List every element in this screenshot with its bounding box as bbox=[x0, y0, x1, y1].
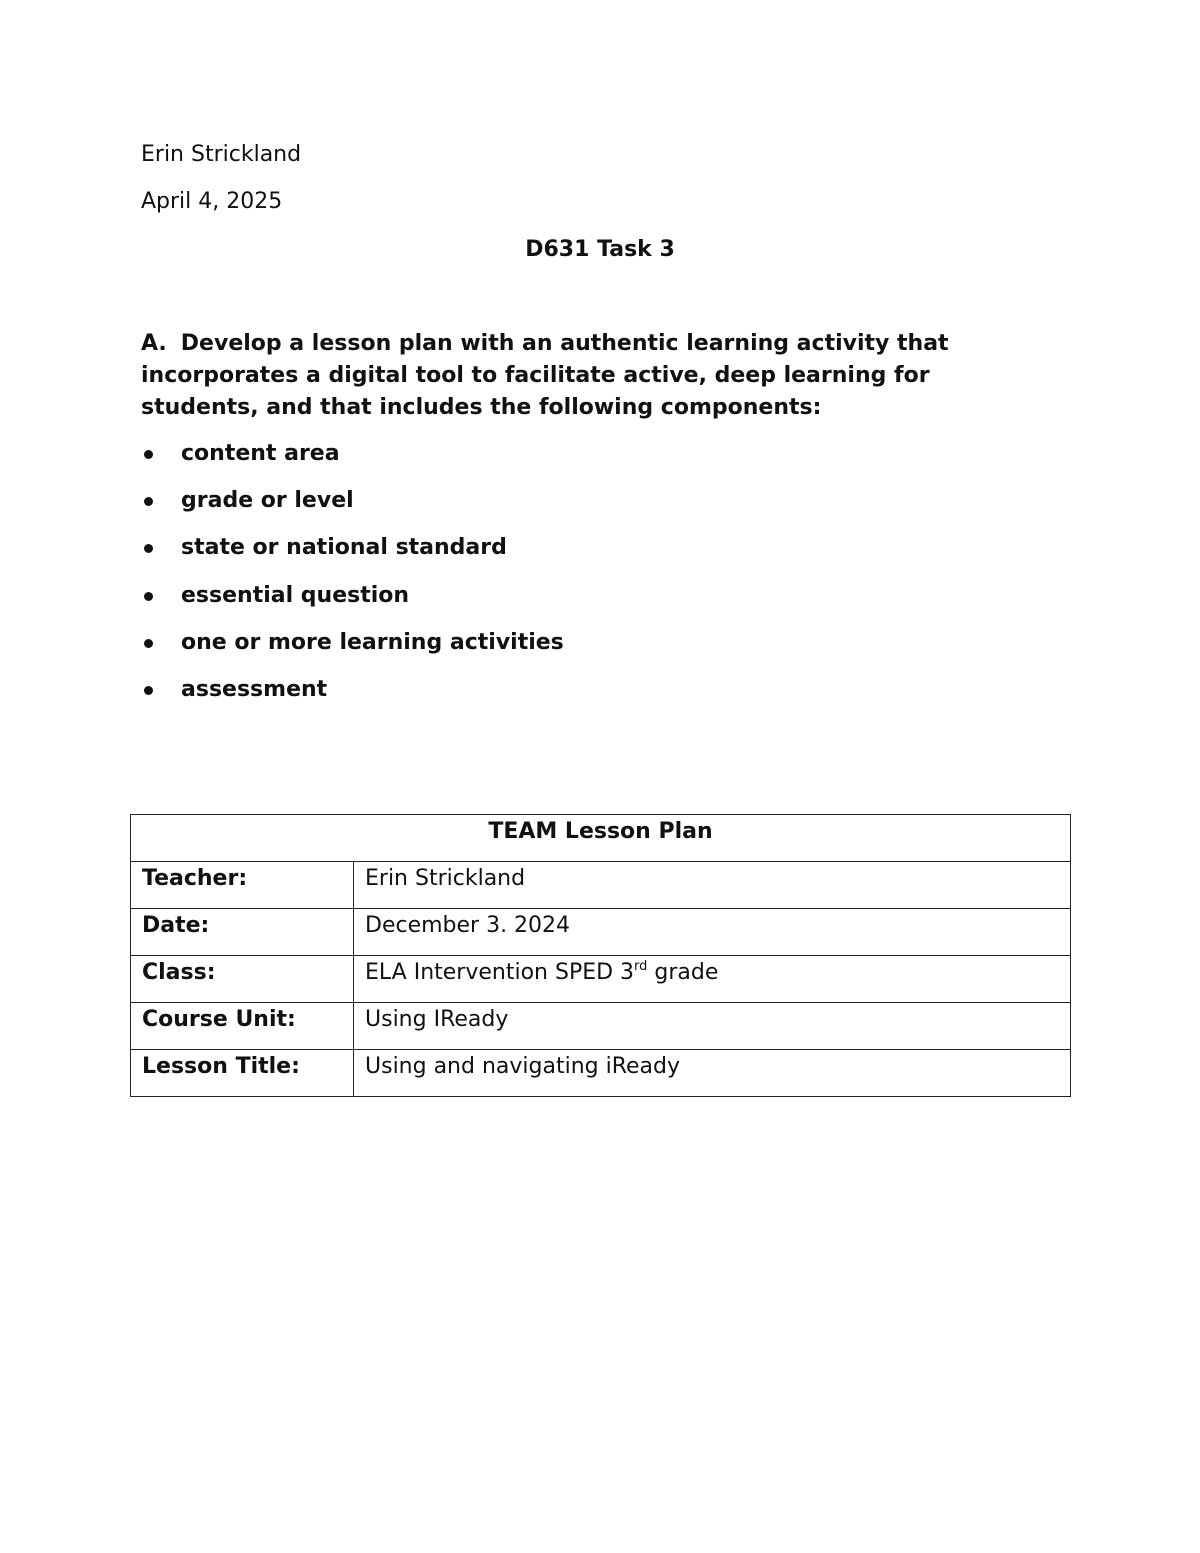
date-label: Date: bbox=[131, 909, 354, 956]
bullet-icon bbox=[144, 544, 153, 553]
list-item-text: grade or level bbox=[181, 488, 354, 514]
task-prompt bbox=[141, 328, 1041, 424]
bullet-icon bbox=[144, 497, 153, 506]
table-row bbox=[131, 1003, 1071, 1050]
table-row bbox=[131, 909, 1071, 956]
table-row bbox=[131, 862, 1071, 909]
bullet-icon bbox=[144, 686, 153, 695]
course-unit-value: Using IReady bbox=[354, 1003, 1071, 1050]
lesson-title-label: Lesson Title: bbox=[131, 1050, 354, 1097]
lesson-plan-table bbox=[130, 814, 1071, 1097]
bullet-icon bbox=[144, 639, 153, 648]
teacher-label: Teacher: bbox=[131, 862, 354, 909]
document-title: D631 Task 3 bbox=[525, 237, 675, 262]
class-value-ordinal: rd bbox=[634, 959, 648, 974]
list-item-text: assessment bbox=[181, 676, 328, 702]
class-value bbox=[354, 956, 1071, 1003]
bullet-icon bbox=[144, 592, 153, 601]
table-row bbox=[131, 956, 1071, 1003]
table-row bbox=[131, 1050, 1071, 1097]
teacher-value: Erin Strickland bbox=[354, 862, 1071, 909]
author-name: Erin Strickland bbox=[141, 142, 302, 167]
table-header-row bbox=[131, 815, 1071, 862]
class-value-text: ELA Intervention SPED 3 bbox=[365, 960, 635, 985]
class-label: Class: bbox=[131, 956, 354, 1003]
class-value-suffix: grade bbox=[647, 960, 719, 985]
prompt-marker: A. bbox=[141, 331, 167, 356]
prompt-text: Develop a lesson plan with an authentic learning activity that incorporates a digital tool to facilitate active, deep learning for students, and that includes the following components: bbox=[141, 331, 949, 420]
list-item-text: one or more learning activities bbox=[181, 629, 564, 655]
document-date: April 4, 2025 bbox=[141, 189, 283, 214]
lesson-plan-title: TEAM Lesson Plan bbox=[131, 815, 1071, 862]
list-item-text: content area bbox=[181, 441, 340, 466]
list-item-text: state or national standard bbox=[181, 535, 507, 561]
list-item-text: essential question bbox=[181, 582, 410, 608]
lesson-title-value: Using and navigating iReady bbox=[354, 1050, 1071, 1097]
bullet-icon bbox=[144, 450, 153, 459]
date-value: December 3. 2024 bbox=[354, 909, 1071, 956]
course-unit-label: Course Unit: bbox=[131, 1003, 354, 1050]
